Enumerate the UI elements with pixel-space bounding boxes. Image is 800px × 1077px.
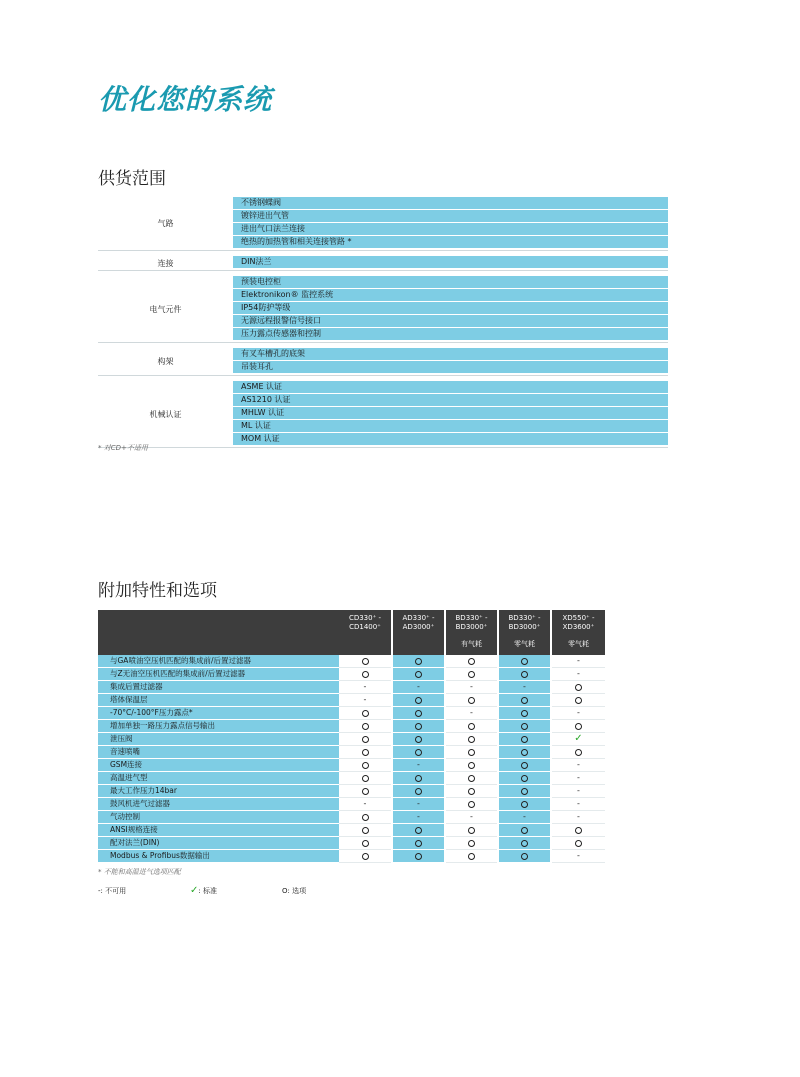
option-circle-icon	[521, 801, 528, 808]
option-availability-cell	[499, 720, 550, 733]
option-availability-cell	[499, 681, 550, 694]
option-availability-cell	[552, 850, 605, 863]
option-availability-cell	[499, 694, 550, 707]
option-availability-cell	[393, 824, 444, 837]
option-availability-cell	[499, 733, 550, 746]
option-availability-cell	[393, 785, 444, 798]
option-availability-cell	[552, 837, 605, 850]
option-availability-cell	[446, 746, 497, 759]
option-availability-cell	[339, 733, 391, 746]
option-availability-cell	[552, 694, 605, 707]
option-feature-label: GSM连接	[98, 759, 339, 772]
option-availability-cell	[339, 746, 391, 759]
option-circle-icon	[362, 658, 369, 665]
supply-group-label: 电气元件	[149, 304, 182, 314]
option-availability-cell	[499, 655, 550, 668]
options-footnote: * 不能和高温进气选项匹配	[98, 868, 181, 876]
not-available-dash: -	[577, 760, 580, 769]
options-heading: 附加特性和选项	[98, 581, 217, 601]
option-circle-icon	[415, 671, 422, 678]
option-availability-cell	[393, 681, 444, 694]
option-availability-cell	[446, 759, 497, 772]
option-circle-icon	[521, 788, 528, 795]
supply-group-items	[233, 348, 668, 375]
option-circle-icon	[362, 762, 369, 769]
supply-group-label: 气路	[157, 219, 174, 228]
option-availability-cell	[339, 720, 391, 733]
not-available-dash: -	[577, 786, 580, 795]
option-circle-icon	[415, 736, 422, 743]
supply-item: 吊装耳孔	[233, 361, 668, 375]
model-range-end: BD3000⁺	[455, 623, 488, 631]
not-available-dash: -	[363, 682, 367, 691]
option-circle-icon	[521, 775, 528, 782]
option-circle-icon	[415, 840, 422, 847]
option-circle-icon	[362, 788, 369, 795]
option-circle-icon	[468, 749, 475, 756]
supply-item: ASME 认证	[233, 381, 668, 394]
option-feature-label: 鼓风机进气过滤器	[98, 798, 339, 811]
option-circle-icon	[362, 749, 369, 756]
option-circle-icon	[521, 723, 528, 730]
option-availability-cell	[339, 798, 391, 811]
supply-group-label: 构架	[157, 357, 174, 366]
option-availability-cell	[552, 824, 605, 837]
option-availability-cell	[446, 837, 497, 850]
model-range-start: BD330⁺ -	[508, 614, 541, 622]
option-availability-cell	[499, 824, 550, 837]
legend-standard-label: : 标准	[198, 886, 217, 895]
option-circle-icon	[468, 853, 475, 860]
not-available-dash: -	[577, 708, 580, 717]
table-row	[98, 746, 605, 759]
supply-group	[98, 276, 668, 343]
option-availability-cell	[552, 772, 605, 785]
table-row	[98, 694, 605, 707]
option-circle-icon	[575, 723, 582, 730]
option-availability-cell	[446, 733, 497, 746]
table-row	[98, 837, 605, 850]
supply-group-items	[233, 256, 668, 270]
model-range-end: BD3000⁺	[508, 623, 541, 631]
option-availability-cell	[339, 681, 391, 694]
option-circle-icon	[415, 749, 422, 756]
option-feature-label: 高温进气型	[98, 772, 339, 785]
model-column-header	[339, 610, 391, 655]
option-circle-icon	[521, 736, 528, 743]
not-available-dash: -	[577, 799, 580, 808]
option-feature-label: 塔体保温层	[98, 694, 339, 707]
table-row	[98, 798, 605, 811]
not-available-dash: -	[470, 812, 473, 821]
option-availability-cell	[499, 707, 550, 720]
option-circle-icon	[468, 671, 475, 678]
not-available-dash: -	[417, 812, 420, 821]
option-circle-icon	[521, 697, 528, 704]
option-availability-cell	[446, 850, 497, 863]
supply-item: MOM 认证	[233, 433, 668, 447]
option-availability-cell	[446, 772, 497, 785]
option-availability-cell	[339, 837, 391, 850]
option-circle-icon	[468, 840, 475, 847]
option-circle-icon	[575, 840, 582, 847]
option-circle-icon	[362, 723, 369, 730]
option-availability-cell	[499, 837, 550, 850]
option-feature-label: 配对法兰(DIN)	[98, 837, 339, 850]
option-feature-label: 音速喷嘴	[98, 746, 339, 759]
option-availability-cell	[552, 681, 605, 694]
supply-group	[98, 197, 668, 251]
supply-item: 镀锌进出气管	[233, 210, 668, 223]
option-circle-icon	[468, 658, 475, 665]
option-availability-cell	[393, 694, 444, 707]
page-title: 优化您的系统	[98, 83, 273, 116]
option-circle-icon	[362, 840, 369, 847]
option-availability-cell	[446, 668, 497, 681]
option-circle-icon	[521, 762, 528, 769]
supply-item: DIN法兰	[233, 256, 668, 270]
option-availability-cell	[446, 694, 497, 707]
option-availability-cell	[552, 707, 605, 720]
table-row	[98, 720, 605, 733]
option-availability-cell	[499, 668, 550, 681]
option-feature-label: Modbus & Profibus数据输出	[98, 850, 339, 863]
supply-item: 绝热的加热管和相关连接管路 *	[233, 236, 668, 250]
checkmark-icon: ✓	[574, 733, 583, 744]
option-availability-cell	[393, 720, 444, 733]
table-row	[98, 772, 605, 785]
model-column-header	[499, 610, 550, 655]
supply-group	[98, 256, 668, 271]
option-circle-icon	[521, 710, 528, 717]
table-row	[98, 785, 605, 798]
option-circle-icon	[415, 723, 422, 730]
legend-standard	[190, 885, 282, 896]
option-availability-cell	[339, 668, 391, 681]
options-header-row	[98, 610, 605, 655]
option-availability-cell	[393, 655, 444, 668]
option-availability-cell	[552, 655, 605, 668]
option-availability-cell	[552, 785, 605, 798]
not-available-dash: -	[577, 851, 580, 860]
table-row	[98, 668, 605, 681]
supply-group	[98, 381, 668, 448]
table-row	[98, 759, 605, 772]
option-availability-cell	[499, 811, 550, 824]
option-circle-icon	[415, 827, 422, 834]
option-availability-cell	[339, 785, 391, 798]
not-available-dash: -	[417, 682, 420, 691]
model-range-start: BD330⁺ -	[455, 614, 488, 622]
option-circle-icon	[362, 827, 369, 834]
option-availability-cell	[446, 681, 497, 694]
option-circle-icon	[468, 736, 475, 743]
option-circle-icon	[468, 801, 475, 808]
option-availability-cell	[499, 785, 550, 798]
option-circle-icon	[415, 853, 422, 860]
not-available-dash: -	[417, 760, 420, 769]
supply-item: 不锈钢蝶阀	[233, 197, 668, 210]
option-circle-icon	[575, 827, 582, 834]
option-availability-cell	[499, 798, 550, 811]
option-availability-cell	[393, 733, 444, 746]
model-range-end: XD3600⁺	[562, 623, 595, 631]
option-availability-cell	[499, 850, 550, 863]
option-circle-icon	[362, 853, 369, 860]
option-circle-icon	[362, 736, 369, 743]
option-availability-cell	[339, 655, 391, 668]
option-availability-cell	[446, 824, 497, 837]
option-availability-cell	[393, 772, 444, 785]
model-column-header	[393, 610, 444, 655]
option-availability-cell	[339, 707, 391, 720]
option-circle-icon	[468, 788, 475, 795]
legend-dash-symbol: -	[98, 886, 101, 895]
option-feature-label: 气动控制	[98, 811, 339, 824]
option-availability-cell	[339, 759, 391, 772]
table-row	[98, 850, 605, 863]
option-feature-label: ANSI规格连接	[98, 824, 339, 837]
supply-item: 有叉车槽孔的底架	[233, 348, 668, 361]
table-row	[98, 733, 605, 746]
option-circle-icon	[521, 840, 528, 847]
option-availability-cell	[339, 694, 391, 707]
checkmark-icon: ✓	[190, 885, 199, 896]
option-feature-label: 增加单独一路压力露点信号输出	[98, 720, 339, 733]
supply-item: ML 认证	[233, 420, 668, 433]
option-circle-icon	[468, 827, 475, 834]
model-range-start: AD330⁺ -	[402, 614, 435, 622]
legend-option	[282, 885, 306, 896]
option-availability-cell	[339, 824, 391, 837]
option-circle-icon	[415, 658, 422, 665]
legend-option-symbol: O	[282, 886, 288, 895]
option-circle-icon	[415, 710, 422, 717]
supply-scope-table	[98, 197, 668, 448]
table-row	[98, 811, 605, 824]
option-availability-cell	[446, 720, 497, 733]
option-availability-cell	[339, 850, 391, 863]
table-row	[98, 824, 605, 837]
not-available-dash: -	[363, 799, 367, 808]
option-availability-cell	[552, 668, 605, 681]
option-circle-icon	[468, 762, 475, 769]
supply-item: MHLW 认证	[233, 407, 668, 420]
option-availability-cell	[393, 668, 444, 681]
option-availability-cell	[339, 772, 391, 785]
supply-item: 预装电控柜	[233, 276, 668, 289]
supply-footnote: * 对CD+不适用	[98, 444, 148, 452]
option-feature-label: 与GA喷油空压机匹配的集成前/后置过滤器	[98, 655, 339, 668]
supply-item: 进出气口法兰连接	[233, 223, 668, 236]
options-header-corner	[98, 610, 339, 655]
option-availability-cell	[393, 811, 444, 824]
option-availability-cell	[393, 798, 444, 811]
supply-group	[98, 348, 668, 376]
option-availability-cell	[552, 733, 605, 746]
legend	[98, 885, 306, 896]
option-circle-icon	[415, 775, 422, 782]
option-circle-icon	[415, 788, 422, 795]
option-circle-icon	[575, 684, 582, 691]
option-availability-cell	[393, 759, 444, 772]
legend-not-available-label: : 不可用	[100, 886, 127, 895]
supply-group-label: 连接	[157, 258, 174, 268]
options-table	[98, 610, 605, 863]
option-circle-icon	[521, 671, 528, 678]
not-available-dash: -	[470, 682, 473, 691]
model-range-end: AD3000⁺	[402, 623, 435, 631]
table-row	[98, 707, 605, 720]
model-range-start: CD330⁺ -	[348, 614, 382, 622]
model-variant: 零气耗	[514, 640, 535, 648]
option-circle-icon	[362, 710, 369, 717]
option-circle-icon	[521, 827, 528, 834]
model-column-header	[446, 610, 497, 655]
option-availability-cell	[552, 720, 605, 733]
option-circle-icon	[468, 723, 475, 730]
option-circle-icon	[521, 658, 528, 665]
option-availability-cell	[552, 811, 605, 824]
option-availability-cell	[499, 746, 550, 759]
option-availability-cell	[393, 850, 444, 863]
option-availability-cell	[499, 772, 550, 785]
option-feature-label: 最大工作压力14bar	[98, 785, 339, 798]
option-circle-icon	[575, 749, 582, 756]
option-availability-cell	[499, 759, 550, 772]
model-range-end: CD1400⁺	[349, 623, 381, 631]
option-availability-cell	[446, 707, 497, 720]
option-circle-icon	[362, 671, 369, 678]
option-circle-icon	[468, 775, 475, 782]
table-row	[98, 681, 605, 694]
option-circle-icon	[468, 697, 475, 704]
model-variant: 零气耗	[568, 640, 589, 648]
option-circle-icon	[362, 775, 369, 782]
not-available-dash: -	[523, 812, 526, 821]
option-circle-icon	[521, 853, 528, 860]
option-feature-label: 集成后置过滤器	[98, 681, 339, 694]
not-available-dash: -	[577, 656, 580, 665]
option-availability-cell	[446, 811, 497, 824]
supply-group-items	[233, 197, 668, 250]
supply-scope-heading: 供货范围	[98, 169, 166, 189]
option-circle-icon	[415, 697, 422, 704]
model-variant: 有气耗	[461, 640, 482, 648]
option-circle-icon	[362, 814, 369, 821]
model-column-header	[552, 610, 605, 655]
option-availability-cell	[339, 811, 391, 824]
table-row	[98, 655, 605, 668]
option-feature-label: 与Z无油空压机匹配的集成前/后置过滤器	[98, 668, 339, 681]
option-circle-icon	[521, 749, 528, 756]
option-availability-cell	[393, 746, 444, 759]
not-available-dash: -	[577, 812, 580, 821]
not-available-dash: -	[417, 799, 420, 808]
option-availability-cell	[552, 759, 605, 772]
supply-item: IP54防护等级	[233, 302, 668, 315]
supply-item: Elektronikon® 监控系统	[233, 289, 668, 302]
option-availability-cell	[552, 746, 605, 759]
supply-group-items	[233, 381, 668, 447]
not-available-dash: -	[470, 708, 473, 717]
supply-group-items	[233, 276, 668, 342]
legend-option-label: : 选项	[287, 886, 307, 895]
option-feature-label: 泄压阀	[98, 733, 339, 746]
option-availability-cell	[393, 837, 444, 850]
option-circle-icon	[575, 697, 582, 704]
supply-item: 无源远程报警信号接口	[233, 315, 668, 328]
option-availability-cell	[446, 798, 497, 811]
not-available-dash: -	[577, 773, 580, 782]
supply-group-label: 机械认证	[149, 409, 182, 419]
option-availability-cell	[446, 785, 497, 798]
supply-item: 压力露点传感器和控制	[233, 328, 668, 342]
option-availability-cell	[552, 798, 605, 811]
legend-not-available	[98, 885, 190, 896]
model-range-start: XD550⁺ -	[562, 614, 595, 622]
option-availability-cell	[393, 707, 444, 720]
not-available-dash: -	[523, 682, 526, 691]
option-feature-label: -70°C/-100°F压力露点*	[98, 707, 339, 720]
option-availability-cell	[446, 655, 497, 668]
supply-item: AS1210 认证	[233, 394, 668, 407]
not-available-dash: -	[577, 669, 580, 678]
not-available-dash: -	[363, 695, 367, 704]
